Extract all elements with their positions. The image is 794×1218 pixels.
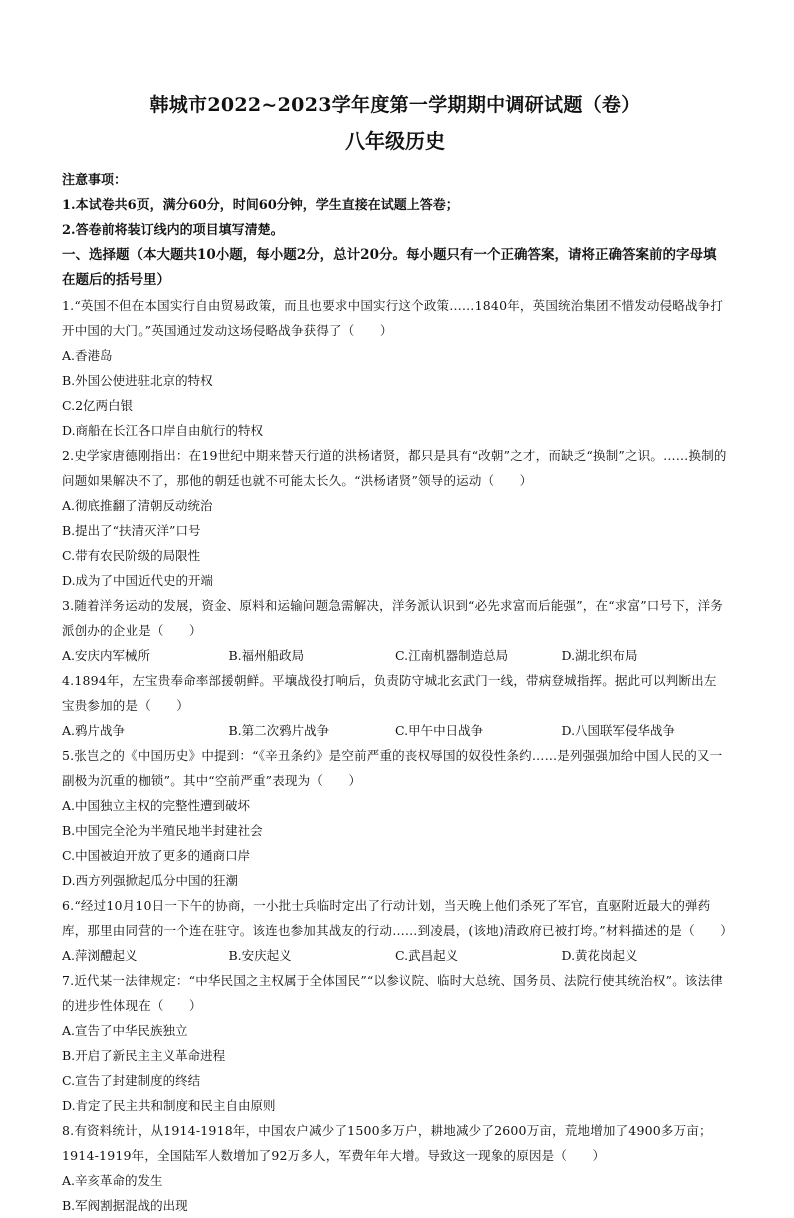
section-heading: 一、选择题（本大题共10小题，每小题2分，总计20分。每小题只有一个正确答案，请将正确答案前的字母填在题后的括号里） xyxy=(62,247,717,288)
option-c: C.宣告了封建制度的终结 xyxy=(62,1073,201,1088)
question-stem: 1.“英国不但在本国实行自由贸易政策，而且也要求中国实行这个政策……1840年，英国统治集团不惜发动侵略战争打开中国的大门。”英国通过发动这场侵略战争获得了（ ） xyxy=(62,298,724,338)
question-stem: 6.“经过10月10日一下午的协商，一小批士兵临时定出了行动计划，当天晚上他们杀死了军官，直驱附近最大的弹药库，那里由同营的一个连在驻守。该连也参加其战友的行动……到凌晨，(该地)清政府已被打垮。”材料描述的是（ ） xyxy=(62,898,733,938)
option-a: A.宣告了中华民族独立 xyxy=(62,1023,188,1038)
option-a: A.彻底推翻了清朝反动统治 xyxy=(62,498,213,513)
option-a: A.鸦片战争 xyxy=(62,723,126,738)
option-d: D.西方列强掀起瓜分中国的狂潮 xyxy=(62,873,239,888)
option-a: A.安庆内军械所 xyxy=(62,648,151,663)
question-2 xyxy=(62,443,728,593)
question-stem: 2.史学家唐德刚指出：在19世纪中期来替天行道的洪杨诸贤，都只是具有“改朝”之才，而缺乏“换制”之识。……换制的问题如果解决不了，那他的朝廷也就不可能太长久。“洪杨诸贤”领导的运动（ ） xyxy=(62,448,727,488)
exam-title: 韩城市2022~2023学年度第一学期期中调研试题（卷） xyxy=(149,94,641,116)
question-options xyxy=(62,793,728,893)
notes-item: 2.答卷前将装订线内的项目填写清楚。 xyxy=(62,223,284,238)
option-c: C.中国被迫开放了更多的通商口岸 xyxy=(62,848,251,863)
question-options xyxy=(62,718,728,743)
question-options xyxy=(62,343,728,443)
option-b: B.安庆起义 xyxy=(228,948,292,963)
question-stem: 8.有资料统计，从1914-1918年，中国农户减少了1500多万户，耕地减少了2600万亩，荒地增加了4900多万亩；1914-1919年，全国陆军人数增加了92万多人，军费年年大增。导致这一现象的原因是（ ） xyxy=(62,1123,712,1163)
question-1 xyxy=(62,293,728,443)
option-b: B.军阀割据混战的出现 xyxy=(62,1198,188,1213)
question-options xyxy=(62,1018,728,1118)
option-b: B.福州船政局 xyxy=(228,648,305,663)
option-a: A.香港岛 xyxy=(62,348,113,363)
notes-heading: 注意事项： xyxy=(62,173,128,188)
option-a: A.中国独立主权的完整性遭到破坏 xyxy=(62,798,251,813)
question-stem: 3.随着洋务运动的发展，资金、原料和运输问题急需解决，洋务派认识到“必先求富而后能强”，在“求富”口号下，洋务派创办的企业是（ ） xyxy=(62,598,723,638)
question-5 xyxy=(62,743,728,893)
question-4 xyxy=(62,668,728,743)
question-3 xyxy=(62,593,728,668)
question-stem: 4.1894年，左宝贵奉命率部援朝鲜。平壤战役打响后，负责防守城北玄武门一线，带病登城指挥。据此可以判断出左宝贵参加的是（ ） xyxy=(62,673,717,713)
option-b: B.开启了新民主主义革命进程 xyxy=(62,1048,226,1063)
option-d: D.成为了中国近代史的开端 xyxy=(62,573,214,588)
option-b: B.提出了“扶清灭洋”口号 xyxy=(62,523,201,538)
exam-subtitle: 八年级历史 xyxy=(345,129,445,153)
option-d: D.商船在长江各口岸自由航行的特权 xyxy=(62,423,264,438)
option-d: D.黄花岗起义 xyxy=(561,948,638,963)
option-c: C.武昌起义 xyxy=(395,948,459,963)
option-c: C.带有农民阶级的局限性 xyxy=(62,548,201,563)
question-options xyxy=(62,643,728,668)
question-6 xyxy=(62,893,733,968)
option-d: D.肯定了民主共和制度和民主自由原则 xyxy=(62,1098,276,1113)
option-a: A.辛亥革命的发生 xyxy=(62,1173,163,1188)
question-stem: 5.张岂之的《中国历史》中提到：“《辛丑条约》是空前严重的丧权辱国的奴役性条约……是列强强加给中国人民的又一副极为沉重的枷锁”。其中“空前严重”表现为（ ） xyxy=(62,748,723,788)
option-c: C.江南机器制造总局 xyxy=(395,648,509,663)
option-b: B.中国完全沦为半殖民地半封建社会 xyxy=(62,823,263,838)
question-8 xyxy=(62,1118,728,1218)
question-options xyxy=(62,943,728,968)
option-c: C.甲午中日战争 xyxy=(395,723,484,738)
notes-block xyxy=(62,168,728,243)
option-d: D.八国联军侵华战争 xyxy=(561,723,676,738)
question-options xyxy=(62,493,728,593)
question-7 xyxy=(62,968,728,1118)
option-d: D.湖北织布局 xyxy=(561,648,638,663)
option-a: A.萍浏醴起义 xyxy=(62,948,138,963)
option-b: B.第二次鸦片战争 xyxy=(228,723,330,738)
option-c: C.2亿两白银 xyxy=(62,398,134,413)
question-options xyxy=(62,1168,728,1218)
option-b: B.外国公使进驻北京的特权 xyxy=(62,373,213,388)
question-stem: 7.近代某一法律规定：“中华民国之主权属于全体国民”“以参议院、临时大总统、国务员、法院行使其统治权”。该法律的进步性体现在（ ） xyxy=(62,973,723,1013)
notes-item: 1.本试卷共6页，满分60分，时间60分钟，学生直接在试题上答卷； xyxy=(62,198,459,213)
exam-page xyxy=(62,92,733,1218)
